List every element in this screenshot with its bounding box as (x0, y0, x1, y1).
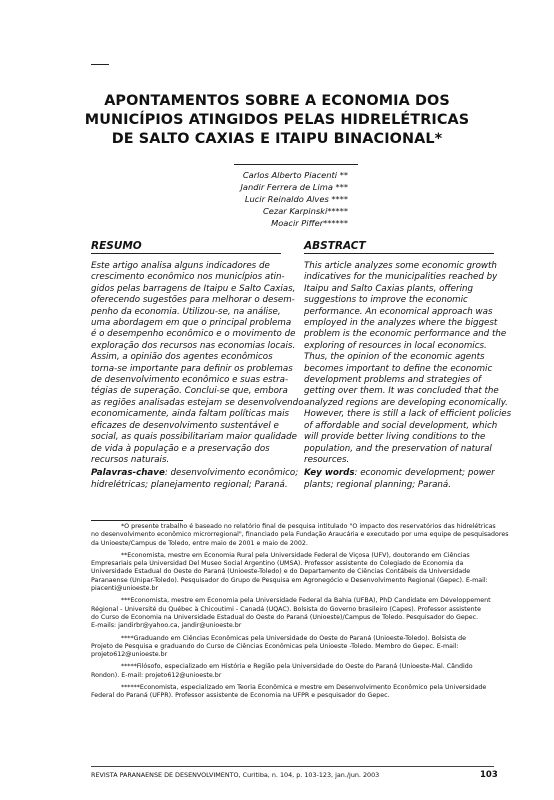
body-line: indicatives for the municipalities reached by (304, 272, 498, 283)
footnote-rule (91, 520, 183, 521)
footnote-line: ***Economista, mestre em Economia pela Universidade Federal da Bahia (UFBA), PhD Candidate em Développement (121, 597, 491, 605)
body-line: employed in the analyzes where the biggest (304, 318, 498, 329)
footnote-line: no desenvolvimento econômico microrregional", financiado pela Fundação Araucária e executado por uma equipe de pesquisadores (91, 531, 509, 539)
body-line: becomes important to define the economic (304, 363, 493, 374)
footnote-line: *O presente trabalho é baseado no relatório final de pesquisa intitulado "O impacto dos reservatórios das hidrelétricas (121, 523, 496, 530)
body-line: gidos pelas barragens de Itaipu e Salto Caxias, (91, 283, 296, 294)
title-line: DE SALTO CAXIAS E ITAIPU BINACIONAL* (111, 131, 443, 147)
journal-footer: REVISTA PARANAENSE DE DESENVOLVIMENTO, Curitiba, n. 104, p. 103-123, jan./jun. 2003 (91, 771, 380, 779)
body-line: Este artigo analisa alguns indicadores de (91, 261, 270, 271)
body-line: analyzed regions are developing economically. (304, 397, 508, 408)
body-line: torna-se importante para definir os problemas (91, 363, 293, 374)
footnote-line: Universidade Estadual do Oeste do Paraná (Unioeste-Toledo) e do Departamento de Ciências Contábeis da Universidade (91, 568, 471, 576)
body-line: as regiões analisadas estejam se desenvolvendo (91, 397, 304, 408)
footnote-line: **Economista, mestre em Economia Rural pela Universidade Federal de Viçosa (UFV), doutorando em Ciências (121, 551, 470, 559)
footnote (91, 663, 494, 680)
body-line: de vida à população e a preservação dos (91, 443, 270, 454)
footnote-line: ******Economista, especializado em Teoria Econômica e mestre em Desenvolvimento Econômico pela Universidade (121, 684, 487, 692)
footnote-line: Rondon). E-mail: projeto612@unioeste.br (91, 671, 222, 679)
article-title (40, 92, 514, 149)
title-line: MUNICÍPIOS ATINGIDOS PELAS HIDRELÉTRICAS (84, 112, 470, 128)
footnote-line: Federal do Paraná (UFPR). Professor assistente de Economia na UFPR e pesquisador do Gepec. (91, 692, 390, 700)
body-line: suggestions to improve the economic (304, 295, 468, 306)
body-line: crescimento econômico nos municípios atin- (91, 272, 285, 283)
footnote (91, 635, 494, 660)
keywords-label: Palavras-chave (91, 468, 165, 479)
body-line: However, there is still a lack of efficient policies (304, 409, 512, 420)
keywords-text: : economic development; power (354, 468, 495, 479)
keywords-text: : desenvolvimento econômico; (164, 468, 299, 479)
body-line: getting over them. It was concluded that the (304, 386, 499, 397)
footnote-line: Paranaense (Unipar-Toledo). Pesquisador do Grupo de Pesquisa em Agronegócio e Desenvolvimento Regional (Gepec). E-mail: (91, 576, 488, 584)
footnote (91, 552, 494, 593)
authors-rule (234, 164, 358, 165)
author: Moacir Piffer****** (271, 218, 348, 228)
keywords-label: Key words (304, 468, 355, 479)
footnote-line: projeto612@unioeste.br (91, 651, 168, 659)
footnote-line: da Unioeste/Campus de Toledo, entre maio de 2001 e maio de 2002. (91, 539, 308, 547)
body-line: Itaipu and Salto Caxias plants, offering (304, 283, 474, 294)
resumo-heading: RESUMO (91, 240, 142, 252)
keywords-text: plants; regional planning; Paraná. (304, 479, 451, 490)
title-line: APONTAMENTOS SOBRE A ECONOMIA DOS (104, 93, 450, 109)
footnotes (91, 523, 509, 705)
footnote-line: Régional - Université du Québec à Chicoutimi - Canadá (UQAC). Bolsista do Governo brasileiro (Capes). Professor assistente (91, 605, 481, 613)
footnote-line: piacenti@unioeste.br (91, 585, 159, 593)
footnote-line: Projeto de Pesquisa e graduando do Curso de Ciências Econômicas pela Unioeste -Toledo. Membro do Gepec. E-mail: (91, 642, 459, 650)
body-line: exploring of resources in local economics. (304, 340, 487, 351)
body-line: Thus, the opinion of the economic agents (304, 352, 485, 363)
keywords-text: hidrelétricas; planejamento regional; Paraná. (91, 479, 288, 490)
body-line: of affordable and social development, which (304, 420, 498, 431)
footnote-line: E-mails: jandirbr@yahoo.ca, jandir@unioeste.br (91, 622, 242, 630)
body-line: de desenvolvimento econômico e suas estra- (91, 375, 289, 386)
footnote (91, 597, 494, 630)
body-line: development problems and strategies of (304, 375, 482, 386)
author: Lucir Reinaldo Alves **** (244, 194, 348, 204)
body-line: penho da economia. Utilizou-se, na análise, (91, 306, 281, 317)
body-line: population, and the preservation of natural (304, 443, 492, 454)
abstract-rule (304, 253, 494, 254)
footer-rule (91, 766, 494, 767)
body-line: recursos naturais. (91, 454, 170, 465)
body-line: economicamente, ainda faltam políticas mais (91, 409, 290, 420)
body-line: eficazes de desenvolvimento sustentável e (91, 420, 279, 431)
body-line: uma abordagem em que o principal problema (91, 318, 292, 329)
footnote-line: do Curso de Economia na Universidade Estadual do Oeste do Paraná (Unioeste)/Campus de Toledo. Pesquisador do Gepec. (91, 613, 479, 621)
footnote-line: Empresariais pela Universidad Del Museo Social Argentino (UMSA). Professor assistente do Colegiado de Economia da (91, 560, 464, 568)
resumo-rule (91, 253, 281, 254)
body-line: social, as quais possibilitariam maior qualidade (91, 432, 297, 443)
body-line: resources. (304, 454, 350, 465)
footnote (91, 523, 509, 548)
body-line: performance. An economical approach was (304, 306, 493, 317)
author-list (200, 169, 348, 229)
footnote-line: ****Graduando em Ciências Econômicas pela Universidade do Oeste do Paraná (Unioeste-Toledo). Bolsista de (121, 634, 467, 642)
author: Jandir Ferrera de Lima *** (240, 182, 348, 192)
page-number: 103 (480, 770, 498, 780)
top-rule (91, 64, 109, 65)
footnote (91, 684, 494, 701)
body-line: problem is the economic performance and the (304, 329, 507, 340)
abstract-body (304, 261, 512, 491)
body-line: Assim, a opinião dos agentes econômicos (91, 352, 273, 363)
body-line: tégias de superação. Conclui-se que, embora (91, 386, 288, 397)
body-line: will provide better living conditions to the (304, 432, 486, 443)
body-line: exploração dos recursos nas economias locais. (91, 340, 296, 351)
keywords-line (304, 468, 494, 479)
author: Cezar Karpinski***** (262, 206, 348, 216)
resumo-body (91, 261, 304, 491)
abstract-heading: ABSTRACT (304, 240, 366, 252)
keywords-line (91, 468, 299, 479)
body-line: This article analyzes some economic growth (304, 261, 497, 271)
author: Carlos Alberto Piacenti ** (242, 170, 348, 180)
body-line: oferecendo sugestões para melhorar o desem- (91, 295, 295, 306)
footnote-line: *****Filósofo, especializado em História e Região pela Universidade do Oeste do Paraná (Unioeste-Mal. Cândido (121, 663, 473, 671)
body-line: é o desempenho econômico e o movimento de (91, 329, 296, 340)
